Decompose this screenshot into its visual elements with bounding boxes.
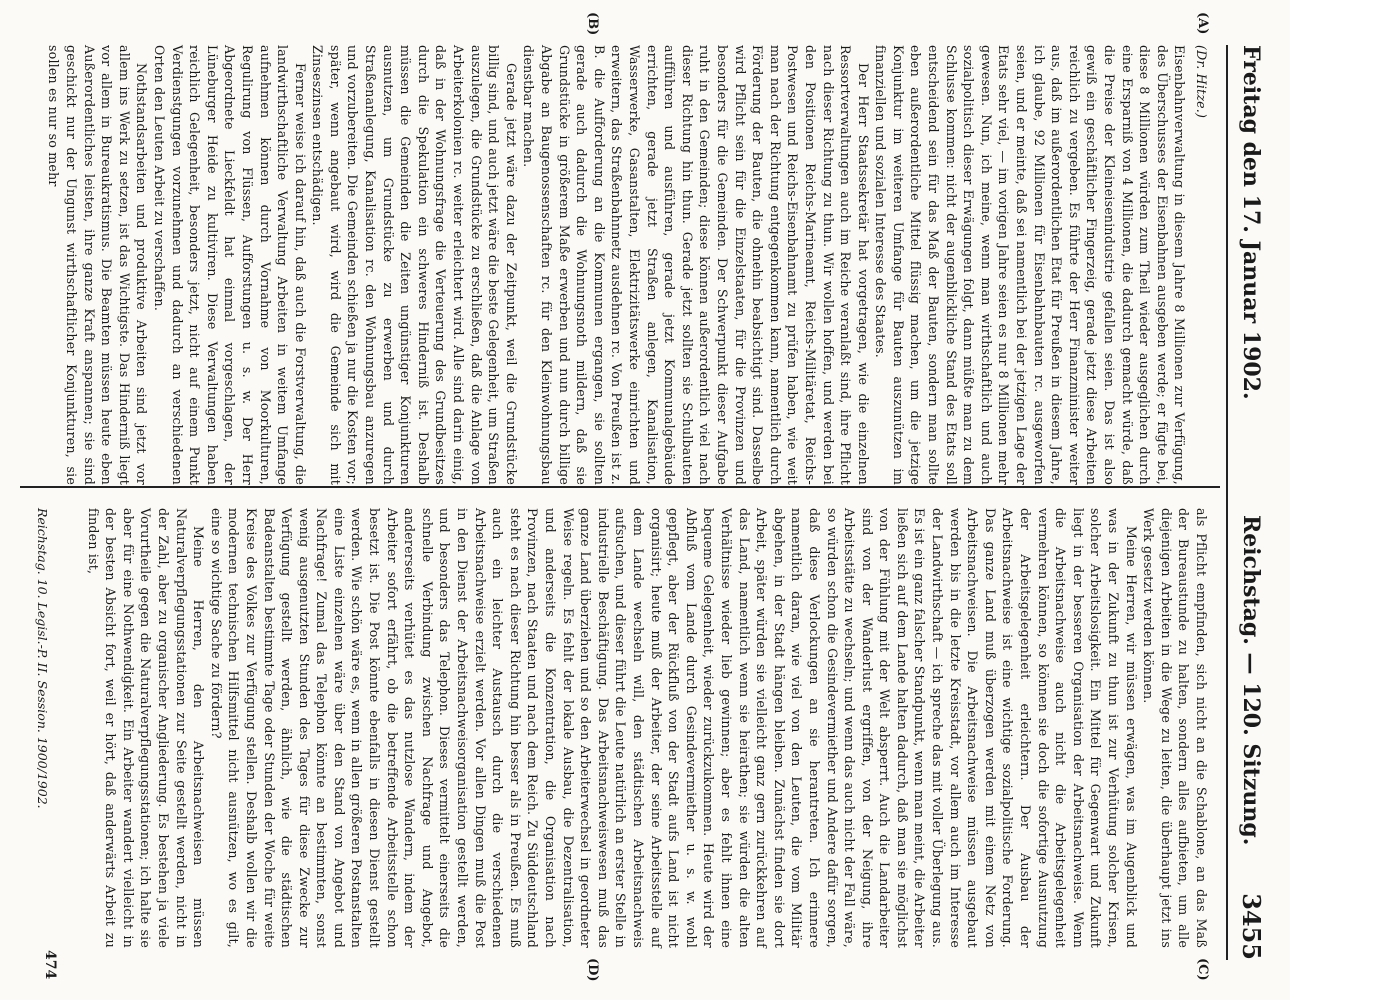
paragraph: Nothstandsarbeiten und produktive Arbeiten sind jetzt vor allem ins Werk zu setzen, ist das Wichtigste. Das Hinderniß liegt vor allem in Bureaukratismus. Die Beamten müssen heute eben Außerordentliches leisten, ihre ganze Kraft anspannen; sie sind geschickt nur der Ungunst wirthschaftlicher Konjunkturen, sie sollen es nur so mehr bbox=[46, 45, 150, 485]
speaker-label: (Dr. Hitze.) bbox=[1194, 45, 1209, 119]
column-divider bbox=[20, 486, 1220, 488]
paragraph: Gerade jetzt wäre dazu der Zeitpunkt, weil die Grundstücke billig sind, und auch jetzt wäre die beste Gelegenheit, um Straßen auszulegen, die Grundstücke zu erschließen, daß die Anlage von Arbeiterkolonien rc. weiter erleichtert wird. Alle sind darin einig, daß in der Wohnungsfrage die Verteuerung des Grundbesitzes durch die Spekulation ein schweres Hinderniß ist. Deshalb müssen die Gemeinden die Zeiten ungünstiger Konjunkturen ausnutzen, um Grundstücke zu erwerben und durch Straßenanlegung, Kanalisation rc. den Wohnungsbau anzuregen und vorzubereiten. Die Gemeinden schießen ja nur die Kosten vor; später, wenn angebaut wird, wird die Gemeinde sich mit Zinseszinsen entschädigen. bbox=[310, 45, 519, 485]
paragraph: Meine Herren, wir müssen erwägen, was im Augenblick und was in der Zukunft zu thun ist zur Verhütung solcher Krisen, solcher Arbeitslosigkeit. Ein Mittel für Gegenwart und Zukunft liegt in der besseren Organisation der Arbeitsnachweise. Wenn die Arbeitsnachweise auch nicht die Arbeitsgelegenheit vermehren können, so können sie doch die sofortige Ausnutzung der Arbeitsgelegenheit erleichtern. Der Ausbau der Arbeitsnachweise ist eine wichtige sozialpolitische Forderung. Das ganze Land muß überzogen werden mit einem Netz von Arbeitsnachweisen. Die Arbeitsnachweise müssen ausgebaut werden bis in die letzte Kreisstadt, vor allem auch im Interesse der Landwirthschaft — ich spreche das mit voller Überlegung aus. Es ist ein ganz falscher Standpunkt, wenn man meint, die Arbeiter ließen sich auf dem Lande halten dadurch, daß man sie möglichst von der Fühlung mit der Welt absperrt. Auch die Landarbeiter sind von der Wanderlust ergriffen, von der Neigung, ihre Arbeitsstätte zu wechseln; und wenn das auch nicht der Fall wäre, so würden schon die Gesindevermiether und Andere dafür sorgen, daß diese Verlockungen an sie herantreten. Ich erinnere namentlich daran, wie viel von den Leuten, die vom Militär abgehen, in der Stadt hängen bleiben. Zunächst finden sie dort Arbeit, später würden sie vielleicht ganz gern zurückkehren auf das Land, namentlich wenn sie heirathen; sie würden die alten Verhältnisse wieder lieb gewinnen; aber es fehlt ihnen eine bequeme Gelegenheit, wieder zurückzukommen. Heute wird der Abfluß vom Lande durch Gesindevermiether u. s. w. wohl gepflegt, aber der Rückfluß von der Stadt aufs Land ist nicht organisirt; heute muß der Arbeiter, der seine Arbeitsstelle auf dem Lande wechseln will, den städtischen Arbeitsnachweis aufsuchen, und dieser führt die Leute natürlich an erster Stelle in industrielle Beschäftigung. Das Arbeitsnachweiswesen muß das ganze Land überziehen und so den Arbeiterwechsel in geordneter Weise regeln. Es fehlt der lokale Ausbau, die Dezentralisation, und anderseits die Konzentration, die Organisation nach Provinzen, nach Staaten und nach dem Reich. Zu Süddeutschland steht es nach dieser Richtung hin besser als in Preußen. Es muß auch ein leichter Austausch durch die verschiedenen Arbeitsnachweise erzielt werden. Vor allen Dingen muß die Post in den Dienst der Arbeitsnachweisorganisation gestellt werden, und besonders das Telephon. Dieses vermittelt einerseits die schnelle Verbindung zwischen Nachfrage und Angebot, andererseits verhütet es das nutzlose Wandern, indem der Arbeiter sofort erfährt, ob die betreffende Arbeitsstelle schon besetzt ist. Die Post könnte ebenfalls in diesen Dienst gestellt werden. Wie schön wäre es, wenn in allen größeren Postanstalten eine Liste einzelnen wäre über den Stand von Angebot und Nachfrage! Zumal das Telephon könnte an bestimmten, sonst wenig ausgenutzten Stunden des Tages für diese Zwecke zur Verfügung gestellt werden, ähnlich, wie die städtischen Badeanstalten bestimmte Tage oder Stunden der Woche für weite Kreise des Volkes zur Verfügung stellen. Deshalb wollen wir die modernen technischen Hilfsmittel nicht ausnützen, wo es gilt, eine so wichtige Sache zu fördern? bbox=[208, 508, 1139, 948]
margin-marker-a: (A) bbox=[1195, 12, 1210, 35]
paragraph: Der Herr Staatssekretär hat vorgetragen, wie die einzelnen Ressortverwaltungen auch im Reiche veranlaßt sind, ihre Pflicht nach dieser Richtung zu thun. Wir wollen hoffen, und werden bei den Positionen Reichs-Marineamt, Reichs-Militäretat, Reichs-Postwesen und Reichs-Eisenbahnamt zu prüfen haben, wie weit man nach der Richtung entgegenkommen kann, namentlich durch Förderung der Bauten, die ohnehin beabsichtigt sind. Dasselbe wird Pflicht sein für die Einzelstaaten, für die Provinzen und besonders für die Gemeinden. Der Schwerpunkt dieser Aufgabe ruht in den Gemeinden; diese können außerordentlich viel nach dieser Richtung hin thun. Gerade jetzt sollten sie Schulbauten aufführen und ausführen, gerade jetzt Kommunalgebäude errichten, gerade jetzt Straßen anlegen, Kanalisation, Wasserwerke, Gasanstalten, Elektrizitätswerke einrichten und erweitern, das Straßenbahnnetz ausdehnen rc. Von Preußen ist z. B. die Aufforderung an die Kommunen ergangen, sie sollten gerade auch dadurch die Wohnungsnoth mildern, daß sie Grundstücke in größerem Maße erwerben und nun durch billige Abgabe an Baugenossenschaften rc. für den Kleinwohnungsbau dienstbar machen. bbox=[521, 45, 871, 485]
page-header bbox=[1230, 45, 1270, 960]
left-text-column bbox=[45, 45, 1210, 485]
paragraph: Meine Herren, den Arbeitsnachweisen müssen Naturalverpflegungsstationen zur Seite gestellt werden, nicht in der Zahl, aber zu organischer Angliederung. Es bestehen ja viele Vorurtheile gegen die Naturalverpflegungsstationen; ich halte sie aber für eine Nothwendigkeit. Ein Arbeiter wandert vielleicht in der besten Absicht fort, weil er hört, daß anderwärts Arbeit zu finden ist, bbox=[85, 508, 207, 948]
header-date: Freitag den 17. Januar 1902. bbox=[1238, 45, 1264, 400]
right-text-column bbox=[84, 508, 1210, 948]
paragraph: als Pflicht empfinden, sich nicht an die Schablone, an das Maß der Bureaustunde zu halten, sondern alles aufbieten, um alle diejenigen Arbeiten in die Wege zu leiten, die überhaupt jetzt ins Werk gesetzt werden können. bbox=[1141, 508, 1209, 948]
page-number: 3455 bbox=[1237, 893, 1266, 960]
margin-marker-b: (B) bbox=[585, 12, 600, 36]
margin-marker-c: (C) bbox=[1195, 958, 1210, 981]
footer-source: Reichstag. 10. Legisl.-P. II. Session. 1900/1902. bbox=[35, 508, 50, 809]
paragraph: Eisenbahnverwaltung in diesem Jahre 8 Millionen zur Verfügung, des Überschusses der Eisenbahnen ausgeben werde; er fügte bei, diese 8 Millionen würden zum Theil wieder ausgeglichen durch eine Ersparniß von 4 Millionen, die dadurch gemacht würde, daß die Preise der Kleineisenindustrie gefallen seien. Das ist also gewiß ein geschäftlicher Fingerzeig, gerade jetzt diese Arbeiten reichlich zu vergeben. Es führte der Herr Finanzminister weiter aus, daß im außerordentlichen Etat für Preußen in diesem Jahre, ich glaube, 92 Millionen für Eisenbahnbauten rc. ausgeworfen seien, und er meinte, daß sei namentlich bei der jetzigen Lage der Etats sehr viel, — im vorigen Jahre seien es nur 8 Millionen mehr gewesen. Nun, ich meine, wenn man wirthschaftlich und auch sozialpolitisch dieser Erwägungen folgt, dann müßte man zu dem Schlusse kommen: nicht der augenblickliche Stand des Etats soll entscheidend sein für das Maß der Bauten, sondern man sollte eben außerordentliche Mittel flüssig machen, um die jetzige Konjunktur im weiteren Umfange für Bauten auszunützen im finanziellen und sozialen Interesse des Staates. bbox=[873, 45, 1188, 485]
header-rule bbox=[1226, 45, 1228, 960]
sheet-number: 474 bbox=[42, 950, 58, 980]
margin-marker-d: (D) bbox=[585, 958, 600, 982]
paragraph: Ferner weise ich darauf hin, daß auch die Forstverwaltung, die landwirthschaftliche Verwaltung Arbeiten in weitem Umfange aufnehmen können durch Vornahme von Moorkulturen, Regulirung von Flüssen, Aufforstungen u. s. w. Der Herr Abgeordnete Lieckfeldt hat einmal vorgeschlagen, der Lüneburger Heide zu kultiviren. Diese Verwaltungen haben reichlich Gelegenheit, besonders jetzt, nicht auf einem Punkt Verdienstgungen vorzunehmen und dadurch an verschiedenen Orten den Leuten Arbeit zu verschaffen. bbox=[151, 45, 308, 485]
header-title: Reichstag. — 120. Sitzung. bbox=[1238, 515, 1264, 846]
